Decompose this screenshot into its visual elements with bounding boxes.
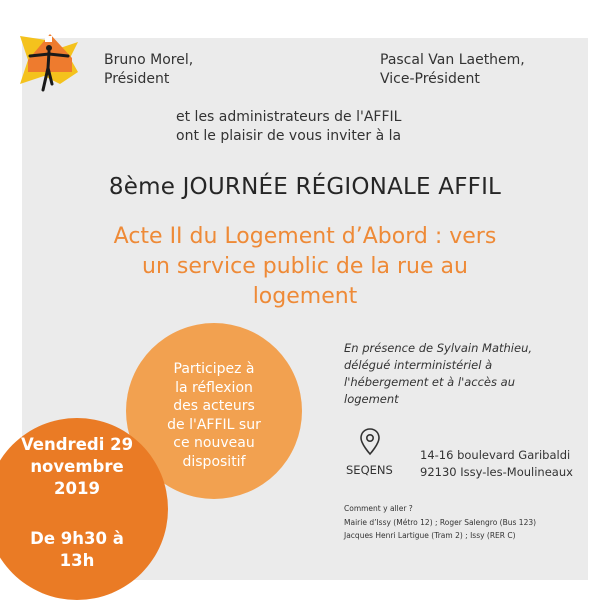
time-line: De 9h30 à [30,529,124,548]
event-time [0,528,158,572]
host-role: Vice-Président [380,71,480,87]
participate-line: des acteurs [173,398,255,414]
presence-line: délégué interministériel à [344,358,493,372]
date-line: 2019 [54,479,100,498]
event-title: 8ème JOURNÉE RÉGIONALE AFFIL [108,174,502,200]
invitation-text [176,108,456,146]
affil-house-logo-icon [16,26,82,94]
invitation-line: et les administrateurs de l'AFFIL [176,109,402,125]
participate-line: ce nouveau [173,435,255,451]
venue-address [420,447,573,481]
invitation-line: ont le plaisir de vous inviter à la [176,128,402,144]
presence-line: En présence de Sylvain Mathieu, [344,341,533,355]
presence-note [344,340,559,408]
participate-line: de l'AFFIL sur [167,416,261,433]
participate-line: dispositif [182,453,246,470]
participate-line: Participez à [173,361,255,377]
access-heading: Comment y aller ? [344,504,413,513]
access-line: Jacques Henri Lartigue (Tram 2) ; Issy (RER C) [344,531,516,540]
address-line: 92130 Issy-les-Moulineaux [420,465,573,479]
address-line: 14-16 boulevard Garibaldi [420,448,571,462]
location-pin-icon [359,427,381,457]
date-line: novembre [30,457,124,476]
subtitle-line: un service public de la rue au [142,254,468,279]
host-role: Président [104,71,170,87]
host-name: Pascal Van Laethem, [380,52,525,68]
presence-line: logement [344,392,399,406]
date-line: Vendredi 29 [20,435,134,454]
time-line: 13h [59,551,95,570]
presence-line: l'hébergement et à l'accès au [344,375,515,389]
participate-line: la réflexion [175,379,253,396]
host-name: Bruno Morel, [104,52,194,68]
access-line: Mairie d’Issy (Métro 12) ; Roger Salengro (Bus 123) [344,518,537,527]
participate-text [146,360,282,471]
subtitle-line: logement [252,284,358,309]
venue-name: SEQENS [346,463,393,477]
host-vice-president [380,51,525,89]
event-date [0,434,158,500]
event-subtitle [60,222,550,312]
access-info [344,502,574,542]
subtitle-line: Acte II du Logement d’Abord : vers [113,224,497,249]
host-president [104,51,193,89]
